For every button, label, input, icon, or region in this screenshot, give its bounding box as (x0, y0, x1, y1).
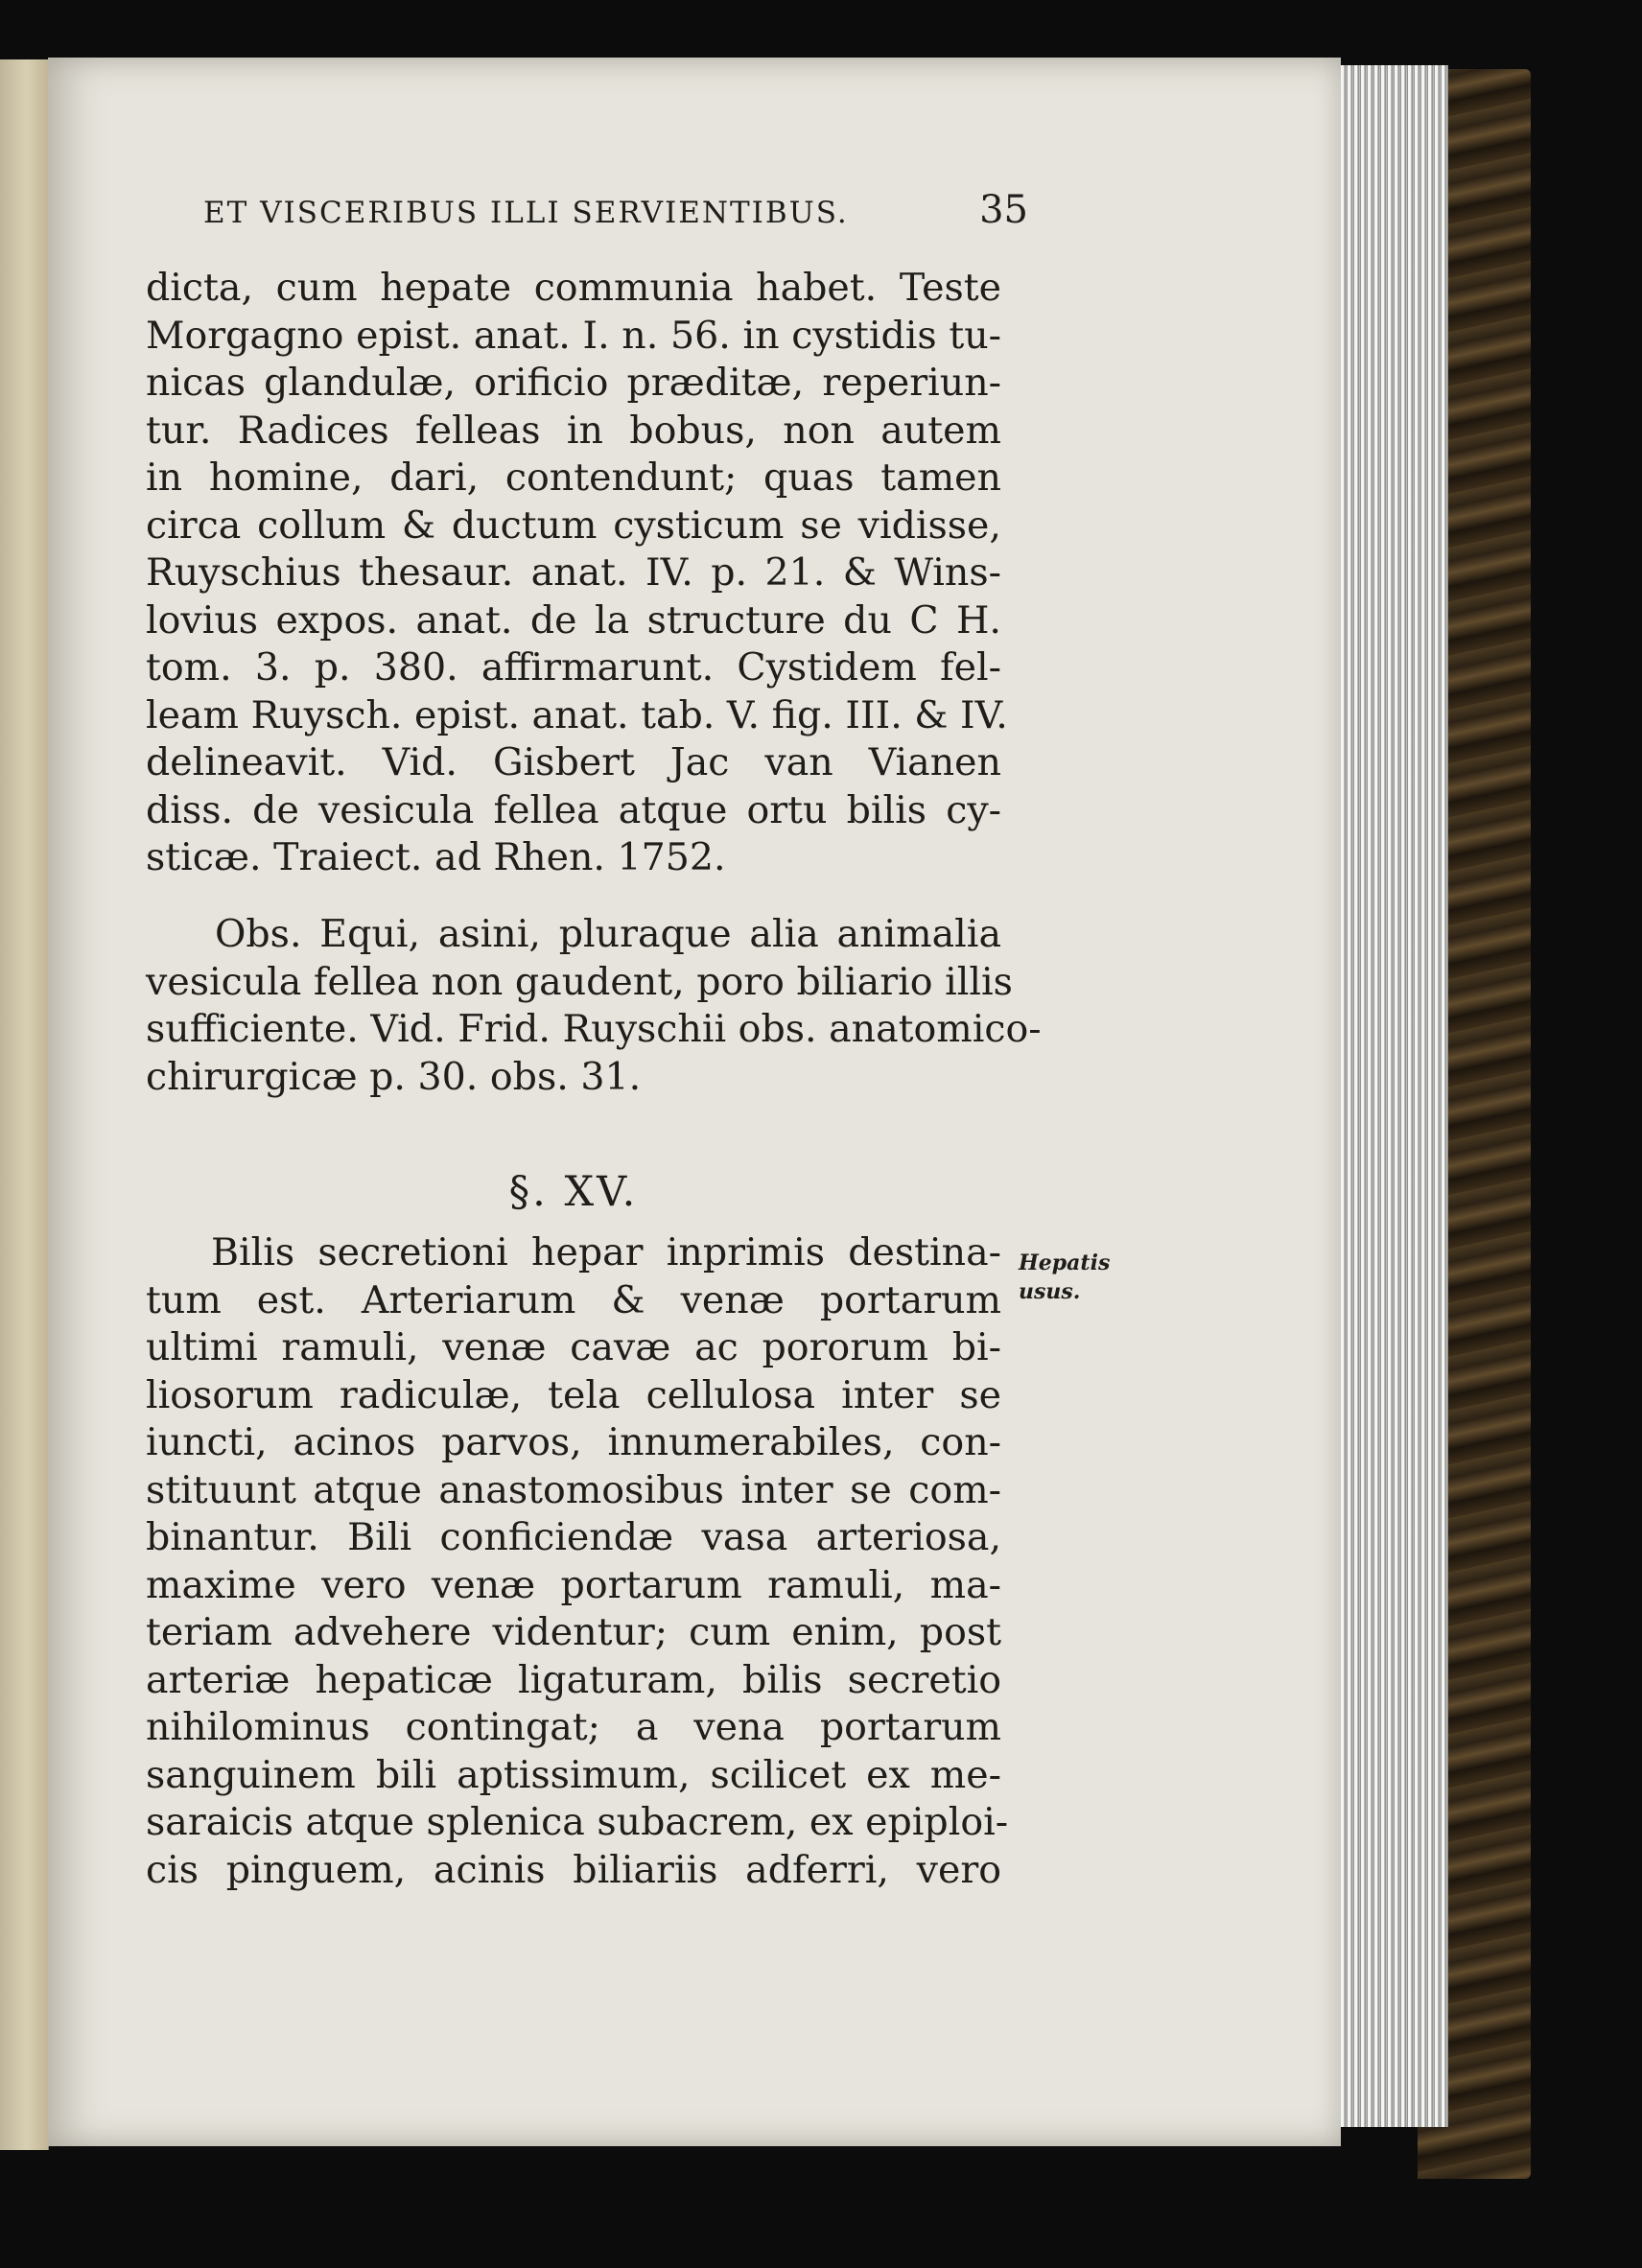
text-line: sanguinem bili aptissimum, scilicet ex me- (146, 1752, 1001, 1797)
text-line: in homine, dari, contendunt; quas tamen (146, 456, 1001, 500)
marginal-note-line: Hepatis (1019, 1251, 1111, 1275)
text-line: lovius expos. anat. de la structure du C H. (146, 597, 1001, 643)
text-line: ultimi ramuli, venæ cavæ ac pororum bi- (146, 1325, 1001, 1369)
marginal-note (1019, 1249, 1110, 1306)
text-line: teriam advehere videntur; cum enim, post (146, 1610, 1001, 1654)
observation-paragraph (146, 911, 1042, 1101)
text-line: liosorum radiculæ, tela cellulosa inter se (146, 1372, 1001, 1417)
text-line: dicta, cum hepate communia habet. Teste (146, 266, 1001, 310)
left-page-edge (0, 59, 49, 2150)
text-line: diss. de vesicula fellea atque ortu bilis cy- (146, 787, 1001, 832)
page-number: 35 (979, 188, 1028, 232)
text-line: Morgagno epist. anat. I. n. 56. in cystidis tu- (146, 313, 1001, 358)
text-line: leam Ruysch. epist. anat. tab. V. fig. III. & IV. (146, 692, 1008, 737)
marginal-note-line: usus. (1019, 1279, 1081, 1304)
text-line: stituunt atque anastomosibus inter se com- (146, 1467, 1001, 1512)
text-line: delineavit. Vid. Gisbert Jac van Vianen (146, 740, 1001, 784)
running-head (203, 188, 1028, 232)
text-block-2 (146, 1229, 1009, 1894)
text-line: vesicula fellea non gaudent, poro biliario illis (146, 959, 1013, 1004)
text-line: nicas glandulæ, orificio præditæ, reperiun- (146, 361, 1001, 405)
text-line: Obs. Equi, asini, pluraque alia animalia (215, 912, 1001, 956)
text-line: sufficiente. Vid. Frid. Ruyschii obs. anatomico- (146, 1007, 1042, 1051)
text-line: chirurgicæ p. 30. obs. 31. (146, 1054, 642, 1099)
text-line: cis pinguem, acinis biliariis adferri, vero (146, 1847, 1001, 1892)
text-line: circa collum & ductum cysticum se vidisse, (146, 503, 1001, 548)
text-line: tum est. Arteriarum & venæ portarum (146, 1277, 1001, 1322)
text-line: tom. 3. p. 380. affirmarunt. Cystidem fel- (146, 645, 1001, 690)
text-line: arteriæ hepaticæ ligaturam, bilis secretio (146, 1657, 1001, 1702)
text-line: Ruyschius thesaur. anat. IV. p. 21. & Wins- (146, 550, 1001, 595)
text-block-1 (146, 265, 1008, 882)
text-line: sticæ. Traiect. ad Rhen. 1752. (146, 835, 726, 879)
text-line: maxime vero venæ portarum ramuli, ma- (146, 1562, 1001, 1607)
text-line: nihilominus contingat; a vena portarum (146, 1705, 1001, 1749)
section-heading: §. XV. (508, 1168, 639, 1216)
text-line: Bilis secretioni hepar inprimis destina- (211, 1230, 1001, 1274)
text-line: tur. Radices felleas in bobus, non autem (146, 408, 1001, 453)
text-line: binantur. Bili conficiendæ vasa arteriosa, (146, 1515, 1001, 1559)
text-line: saraicis atque splenica subacrem, ex epiploi- (146, 1800, 1009, 1844)
text-line: iuncti, acinos parvos, innumerabiles, con- (146, 1420, 1001, 1464)
page-block-edges (1339, 65, 1448, 2127)
running-title: ET VISCERIBUS ILLI SERVIENTIBUS. (203, 196, 849, 230)
